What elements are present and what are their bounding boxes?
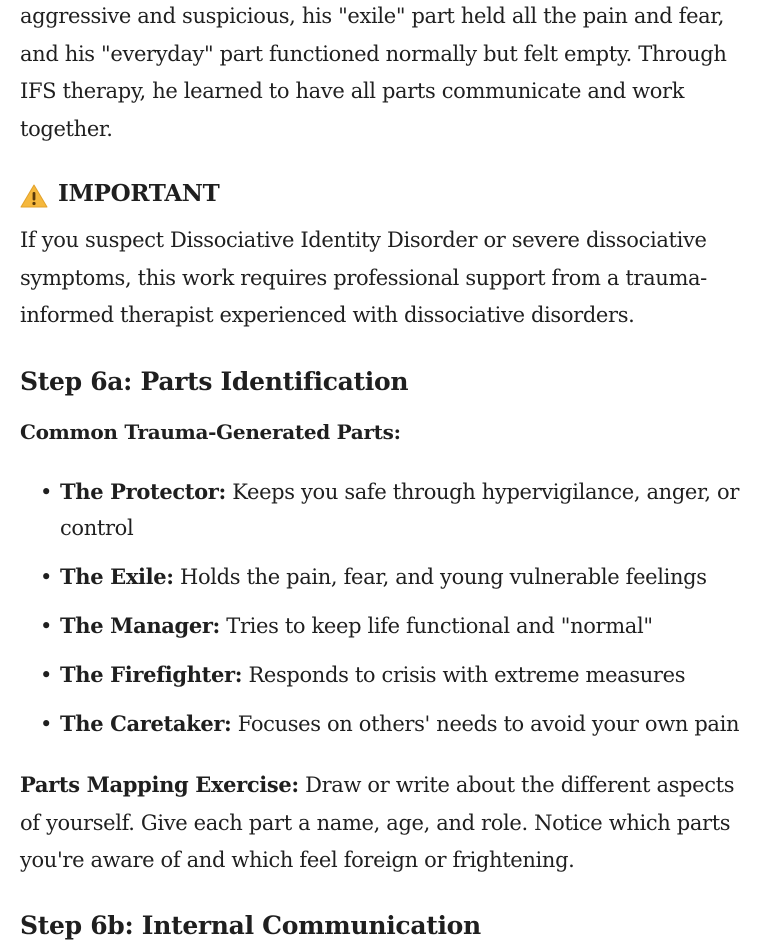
list-item-exile [20, 559, 760, 595]
list-bullet: • [40, 712, 53, 736]
step-6b-heading: Step 6b: Internal Communication [20, 911, 481, 940]
list-bullet: • [40, 614, 53, 638]
list-item-caretaker [20, 706, 760, 742]
part-description: Focuses on others' needs to avoid your own pain [231, 712, 740, 736]
list-item-protector [20, 474, 760, 546]
exercise-text: Draw or write about the different aspects of yourself. Give each part a name, age, and role. Notice which parts you're aware of and which feel foreign or frightening. [20, 773, 735, 872]
important-callout-heading [20, 176, 219, 212]
parts-subheading: Common Trauma-Generated Parts: [20, 420, 401, 444]
important-text: If you suspect Dissociative Identity Disorder or severe dissociative symptoms, this work requires professional support from a trauma-informed therapist experienced with dissociative disorders. [20, 228, 707, 327]
parts-mapping-exercise [20, 766, 760, 880]
exercise-label: Parts Mapping Exercise: [20, 772, 299, 797]
intro-paragraph: aggressive and suspicious, his "exile" part held all the pain and fear, and his "everyday" part functioned normally but felt empty. Through IFS therapy, he learned to have all parts communicate and work together. [20, 4, 727, 141]
parts-list [20, 474, 760, 755]
part-description: Tries to keep life functional and "normal" [219, 614, 653, 638]
list-bullet: • [40, 480, 53, 504]
part-name: The Manager: [60, 613, 220, 638]
part-description: Holds the pain, fear, and young vulnerable feelings [173, 565, 707, 589]
part-name: The Caretaker: [60, 711, 232, 736]
list-item-manager [20, 608, 760, 644]
part-name: The Exile: [60, 564, 174, 589]
important-label: IMPORTANT [58, 180, 220, 207]
part-description: Keeps you safe through hypervigilance, anger, or control [60, 480, 740, 540]
step-6a-heading: Step 6a: Parts Identification [20, 367, 409, 396]
list-item-firefighter [20, 657, 760, 693]
part-name: The Firefighter: [60, 662, 243, 687]
part-name: The Protector: [60, 479, 226, 504]
list-bullet: • [40, 663, 53, 687]
list-bullet: • [40, 565, 53, 589]
warning-icon [20, 183, 48, 209]
part-description: Responds to crisis with extreme measures [242, 663, 686, 687]
